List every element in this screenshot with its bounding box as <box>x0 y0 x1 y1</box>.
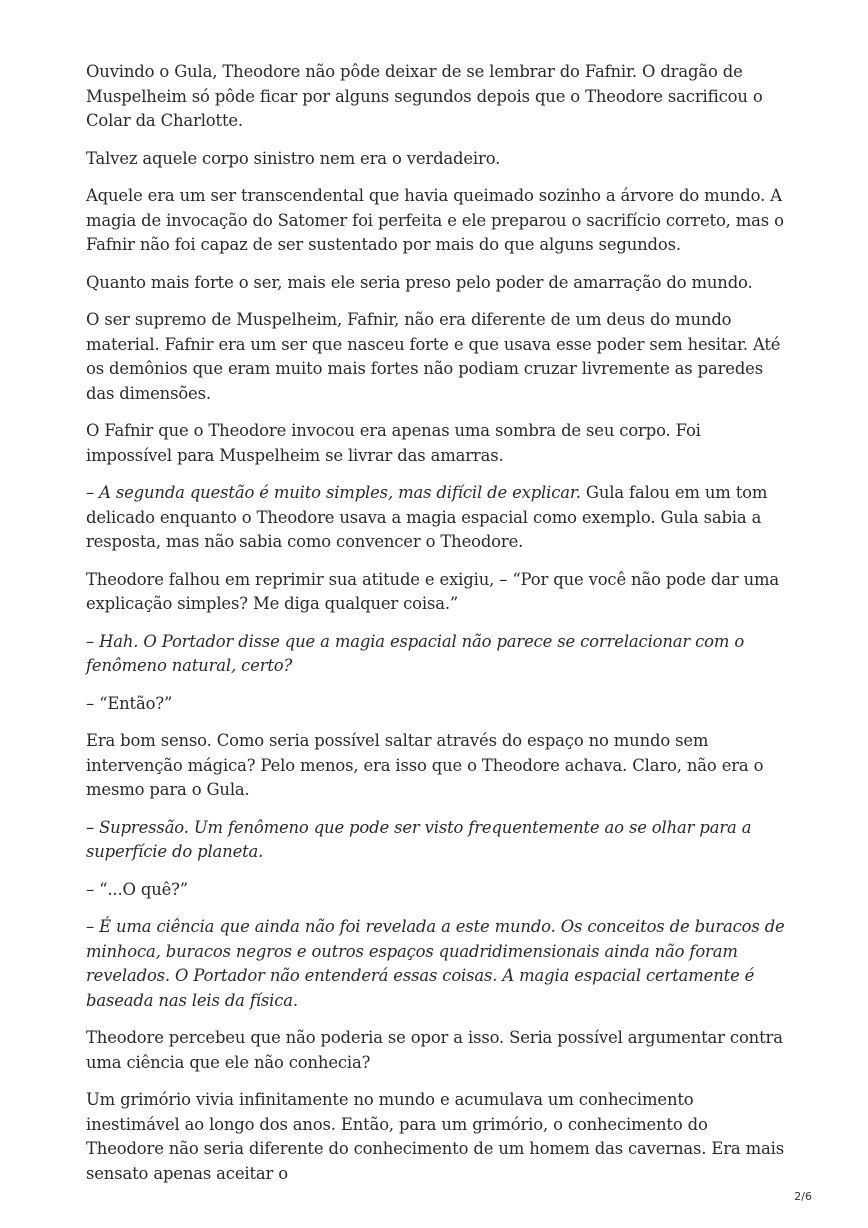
paragraph-11: Era bom senso. Como seria possível saltar através do espaço no mundo sem intervenção mágica? Pelo menos, era isso que o Theodore achava. Claro, não era o mesmo para o Gula. <box>86 731 764 799</box>
dialogue-italic: – A segunda questão é muito simples, mas difícil de explicar. <box>86 483 581 502</box>
paragraph-6: O Fafnir que o Theodore invocou era apenas uma sombra de seu corpo. Foi impossível para Muspelheim se livrar das amarras. <box>86 421 701 465</box>
paragraph-4: Quanto mais forte o ser, mais ele seria preso pelo poder de amarração do mundo. <box>86 272 753 292</box>
paragraph-16: Um grimório vivia infinitamente no mundo e acumulava um conhecimento inestimável ao longo dos anos. Então, para um grimório, o conhecimento do Theodore não seria diferente do conhecimento de um homem das cavernas. Era mais sensato apenas aceitar o <box>86 1090 784 1183</box>
paragraph-2: Talvez aquele corpo sinistro nem era o verdadeiro. <box>86 148 501 168</box>
paragraph-1: Ouvindo o Gula, Theodore não pôde deixar de se lembrar do Fafnir. O dragão de Muspelheim só pôde ficar por alguns segundos depois que o Theodore sacrificou o Colar da Charlotte. <box>86 62 763 130</box>
dialogue-italic: – Supressão. Um fenômeno que pode ser visto frequentemente ao se olhar para a superfície do planeta. <box>86 817 752 861</box>
paragraph-5: O ser supremo de Muspelheim, Fafnir, não era diferente de um deus do mundo material. Fafnir era um ser que nasceu forte e que usava esse poder sem hesitar. Até os demônios que eram muito mais fortes não podiam cruzar livremente as paredes das dimensões. <box>86 310 781 403</box>
paragraph-7: – A segunda questão é muito simples, mas difícil de explicar. Gula falou em um tom delicado enquanto o Theodore usava a magia espacial como exemplo. Gula sabia a resposta, mas não sabia como convencer o Theodore. <box>86 483 768 551</box>
paragraph-12 <box>86 816 786 865</box>
document-page <box>86 60 786 1199</box>
page-number: 2/6 <box>794 1190 812 1203</box>
paragraph-14 <box>86 915 786 1013</box>
paragraph-13: – “...O quê?” <box>86 879 189 899</box>
dialogue-italic: – Hah. O Portador disse que a magia espacial não parece se correlacionar com o fenômeno natural, certo? <box>86 631 745 675</box>
paragraph-8: Theodore falhou em reprimir sua atitude e exigiu, – “Por que você não pode dar uma explicação simples? Me diga qualquer coisa.” <box>86 569 780 613</box>
dialogue-italic: – É uma ciência que ainda não foi revelada a este mundo. Os conceitos de buracos de minhoca, buracos negros e outros espaços quadridimensionais ainda não foram revelados. O Portador não entenderá essas coisas. A magia espacial certamente é baseada nas leis da física. <box>86 917 785 1010</box>
paragraph-3: Aquele era um ser transcendental que havia queimado sozinho a árvore do mundo. A magia de invocação do Satomer foi perfeita e ele preparou o sacrifício correto, mas o Fafnir não foi capaz de ser sustentado por mais do que alguns segundos. <box>86 186 784 254</box>
paragraph-15: Theodore percebeu que não poderia se opor a isso. Seria possível argumentar contra uma ciência que ele não conhecia? <box>86 1028 783 1072</box>
paragraph-9 <box>86 630 786 679</box>
paragraph-10: – “Então?” <box>86 693 173 713</box>
